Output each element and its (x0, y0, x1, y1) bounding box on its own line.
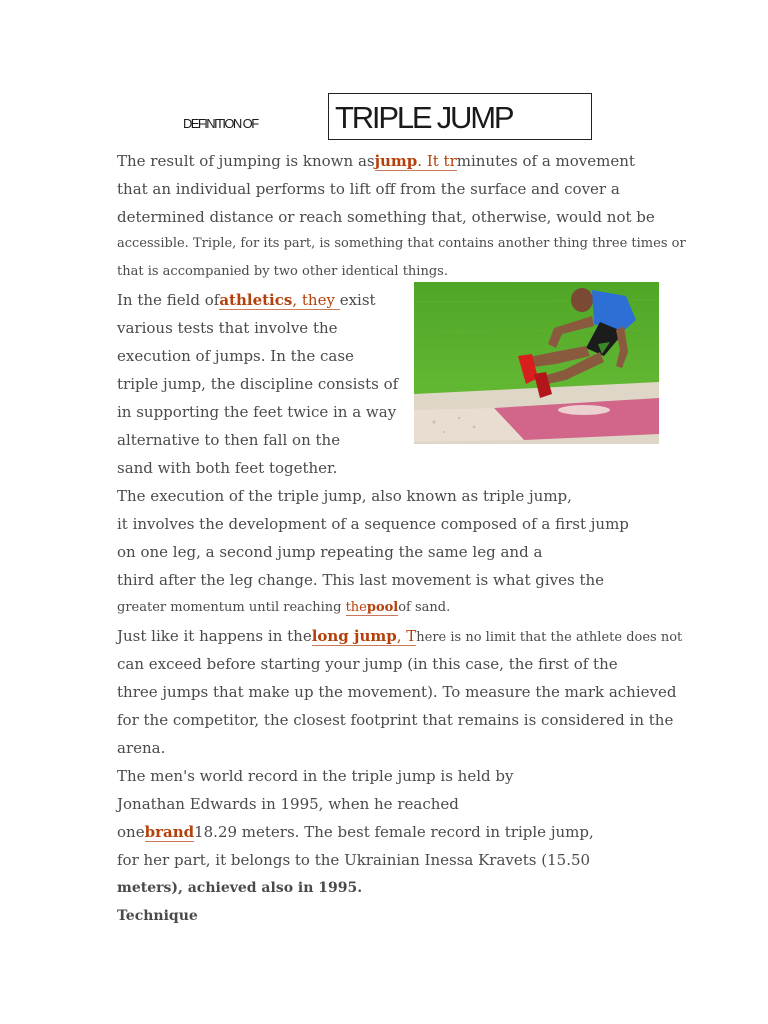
text-line-2: that an individual performs to lift off from the surface and cover a (117, 180, 620, 198)
text-line-24: Jonathan Edwards in 1995, when he reached (117, 795, 459, 813)
text-line-18: Just like it happens in thelong jump, There is no limit that the athlete does not (117, 627, 683, 645)
text-line-15: on one leg, a second jump repeating the same leg and a (117, 543, 543, 561)
text-line-16: third after the leg change. This last movement is what gives the (117, 571, 605, 589)
triple-jump-photo (414, 282, 659, 444)
text-line-11: alternative to then fall on the (117, 431, 341, 449)
brand-link[interactable]: brand (144, 823, 195, 841)
text-line-9: triple jump, the discipline consists of (117, 375, 399, 393)
text-line-23: The men's world record in the triple jump is held by (117, 767, 514, 785)
text-line-7: various tests that involve the (117, 319, 338, 337)
text-line-10: in supporting the feet twice in a way (117, 403, 397, 421)
page-title: TRIPLE JUMP (335, 100, 513, 135)
text-line-12: sand with both feet together. (117, 459, 338, 477)
text-line-5: that is accompanied by two other identical things. (117, 264, 448, 279)
text-line-13: The execution of the triple jump, also known as triple jump, (117, 487, 572, 505)
section-heading-technique: Technique (117, 908, 198, 924)
text-line-21: for the competitor, the closest footprint that remains is considered in the (117, 711, 674, 729)
long-jump-link[interactable]: long jump (311, 627, 397, 645)
text-line-22: arena. (117, 739, 166, 757)
text-line-25: onebrand18.29 meters. The best female record in triple jump, (117, 823, 594, 841)
text-line-17: greater momentum until reaching thepoolof sand. (117, 600, 451, 615)
pool-link[interactable]: pool (366, 600, 399, 615)
title-box (328, 93, 592, 140)
text-line-4: accessible. Triple, for its part, is something that contains another thing three times or (117, 236, 686, 251)
text-line-14: it involves the development of a sequence composed of a first jump (117, 515, 629, 533)
text-line-27: meters), achieved also in 1995. (117, 880, 363, 896)
text-line-1: The result of jumping is known asjump. It trminutes of a movement (117, 152, 635, 170)
text-line-8: execution of jumps. In the case (117, 347, 354, 365)
text-line-3: determined distance or reach something that, otherwise, would not be (117, 208, 655, 226)
text-line-19: can exceed before starting your jump (in this case, the first of the (117, 655, 618, 673)
athletics-link[interactable]: athletics (219, 291, 293, 309)
definition-heading: DEFINITION OF (183, 116, 258, 131)
text-line-6: In the field ofathletics, they exist (117, 291, 376, 309)
jump-link[interactable]: jump (374, 152, 418, 170)
text-line-26: for her part, it belongs to the Ukrainian Inessa Kravets (15.50 (117, 851, 591, 869)
text-line-20: three jumps that make up the movement). To measure the mark achieved (117, 683, 677, 701)
